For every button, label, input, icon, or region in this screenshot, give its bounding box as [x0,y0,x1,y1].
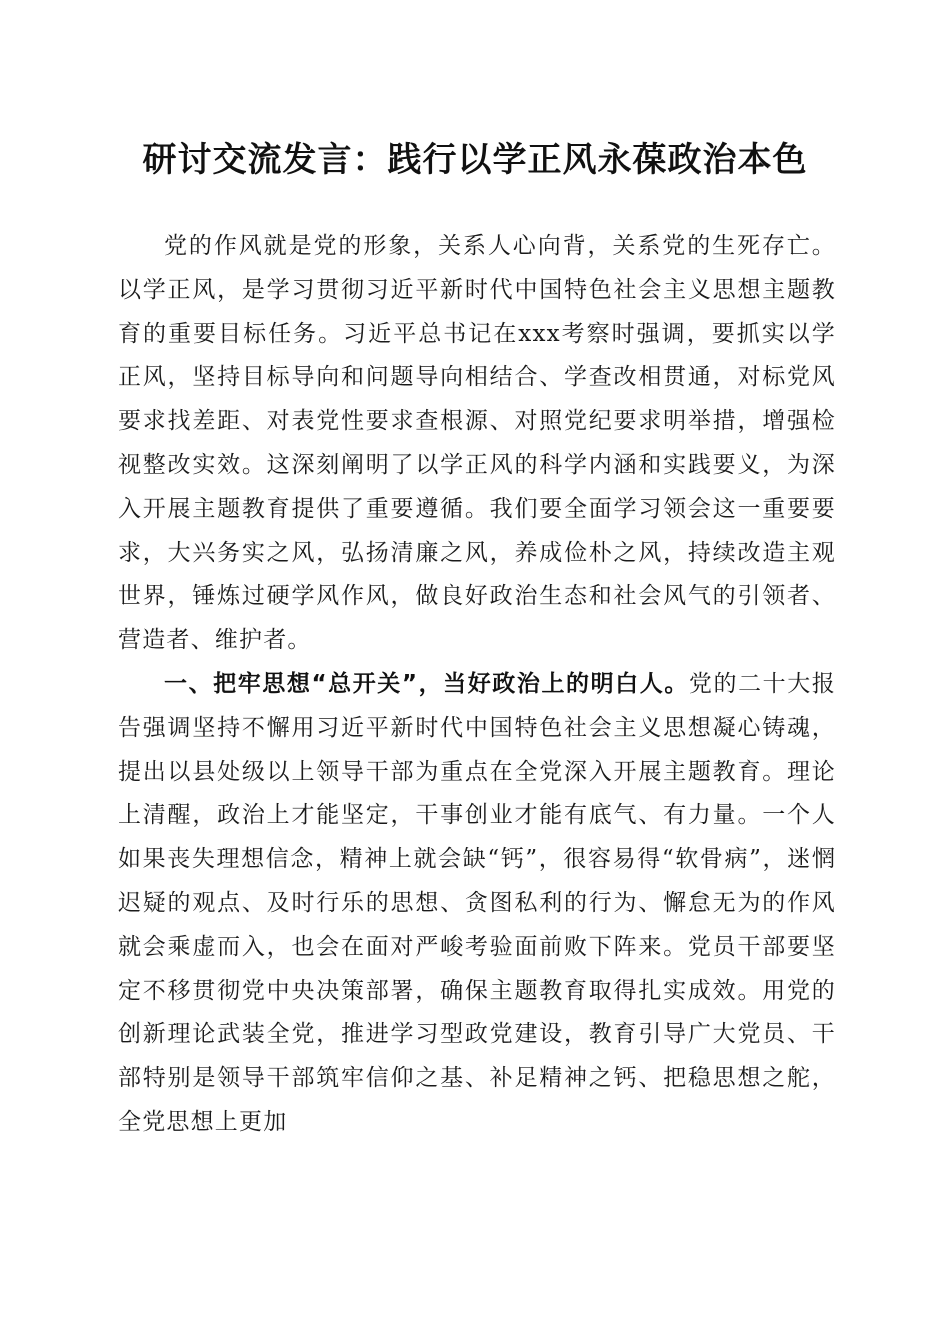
paragraph-text: 党的作风就是党的形象，关系人心向背，关系党的生死存亡。以学正风，是学习贯彻习近平新时代中国特色社会主义思想主题教育的重要目标任务。习近平总书记在xxx考察时强调，要抓实以学正风，坚持目标导向和问题导向相结合、学查改相贯通，对标党风要求找差距、对表党性要求查根源、对照党纪要求明举措，增强检视整改实效。这深刻阐明了以学正风的科学内涵和实践要义，为深入开展主题教育提供了重要遵循。我们要全面学习领会这一重要要求，大兴务实之风，弘扬清廉之风，养成俭朴之风，持续改造主观世界，锤炼过硬学风作风，做良好政治生态和社会风气的引领者、营造者、维护者。 [118,233,836,654]
document-title: 研讨交流发言：践行以学正风永葆政治本色 [142,140,808,180]
section-one-paragraph [118,663,836,1145]
intro-paragraph [118,225,836,663]
paragraph-text: 党的二十大报告强调坚持不懈用习近平新时代中国特色社会主义思想凝心铸魂，提出以县处级以上领导干部为重点在全党深入开展主题教育。理论上清醒，政治上才能坚定，干事创业才能有底气、有力量。一个人如果丧失理想信念，精神上就会缺“钙”，很容易得“软骨病”，迷惘迟疑的观点、及时行乐的思想、贪图私利的行为、懈怠无为的作风就会乘虚而入，也会在面对严峻考验面前败下阵来。党员干部要坚定不移贯彻党中央决策部署，确保主题教育取得扎实成效。用党的创新理论武装全党，推进学习型政党建设，教育引导广大党员、干部特别是领导干部筑牢信仰之基、补足精神之钙、把稳思想之舵，全党思想上更加 [118,670,837,1135]
document-body [118,225,836,1145]
section-heading: 一、把牢思想“总开关”，当好政治上的明白人。 [164,670,689,697]
